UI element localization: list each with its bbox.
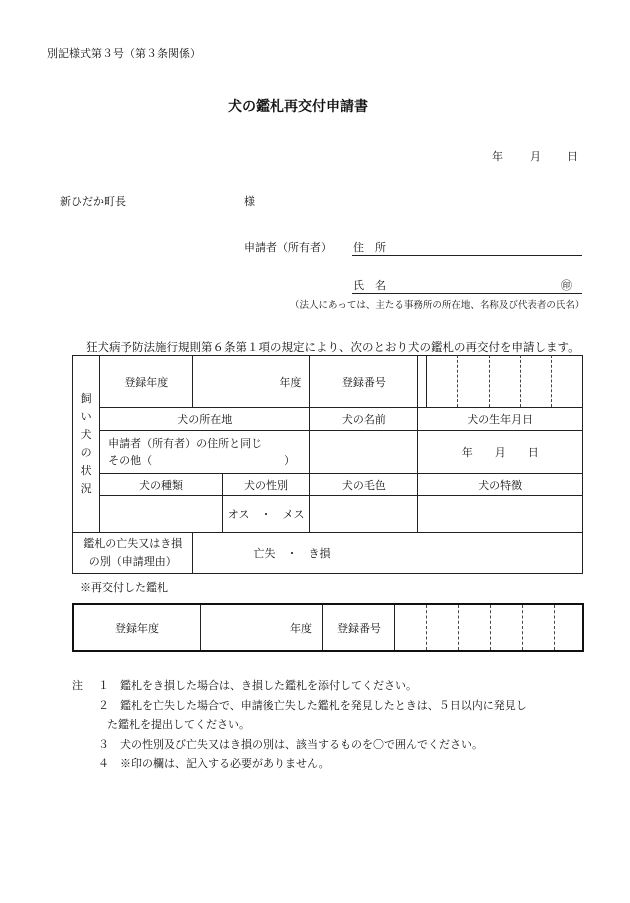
note-2a: 鑑札を亡失した場合で、申請後亡失した鑑札を発見したときは、５日以内に発見し xyxy=(120,699,527,712)
features-label: 犬の特徴 xyxy=(418,474,583,496)
dog-name-label: 犬の名前 xyxy=(310,408,418,431)
note-4-number: ４ xyxy=(98,757,109,770)
sex-options[interactable]: オス ・ メス xyxy=(222,496,310,533)
reissued-table xyxy=(72,603,584,652)
breed-label: 犬の種類 xyxy=(100,474,223,496)
location-field[interactable]: 申請者（所有者）の住所と同じ その他（ ） xyxy=(100,431,310,474)
date-month-label: 月 xyxy=(530,150,541,163)
applicant-label: 申請者（所有者） xyxy=(244,241,332,254)
reg-year-label: 登録年度 xyxy=(100,356,193,408)
birthdate-label: 犬の生年月日 xyxy=(418,408,583,431)
name-field[interactable] xyxy=(352,293,582,294)
reg-number-grid xyxy=(395,355,583,407)
color-field[interactable] xyxy=(310,496,418,533)
note-3-number: ３ xyxy=(98,738,109,751)
date-year-label: 年 xyxy=(492,150,503,163)
reissued-reg-number-label: 登録番号 xyxy=(324,605,395,650)
reissued-reg-year-field[interactable]: 年度 xyxy=(201,605,323,650)
notes-prefix: 注 xyxy=(72,679,83,692)
reason-label: 鑑札の亡失又はき損 の別（申請理由） xyxy=(73,533,193,574)
seal-mark: ㊞ xyxy=(561,279,572,292)
reason-options[interactable]: 亡失 ・ き損 xyxy=(193,533,583,574)
date-day-label: 日 xyxy=(567,150,578,163)
note-3: 犬の性別及び亡失又はき損の別は、該当するものを〇で囲んでください。 xyxy=(120,738,483,751)
side-label: 飼 い 犬 の 状 況 xyxy=(73,356,100,533)
note-1: 鑑札をき損した場合は、き損した鑑札を添付してください。 xyxy=(120,679,417,692)
breed-field[interactable] xyxy=(100,496,223,533)
intro-text: 狂犬病予防法施行規則第６条第１項の規定により、次のとおり犬の鑑札の再交付を申請します。 xyxy=(86,340,580,354)
address-label: 住 所 xyxy=(353,241,386,254)
honorific: 様 xyxy=(244,195,255,208)
form-number: 別記様式第３号（第３条関係） xyxy=(47,47,201,60)
note-2b: た鑑札を提出してください。 xyxy=(107,718,250,731)
reg-number-label: 登録番号 xyxy=(310,356,418,408)
page-title: 犬の鑑札再交付申請書 xyxy=(228,99,368,115)
features-field[interactable] xyxy=(418,496,583,533)
color-label: 犬の毛色 xyxy=(310,474,418,496)
note-1-number: １ xyxy=(98,679,109,692)
birthdate-field[interactable]: 年 月 日 xyxy=(418,431,583,474)
name-label: 氏 名 xyxy=(353,279,386,292)
reg-year-field[interactable]: 年度 xyxy=(193,356,310,408)
recipient: 新ひだか町長 xyxy=(60,195,126,208)
reissued-label: ※再交付した鑑札 xyxy=(80,581,168,594)
reissued-reg-year-label: 登録年度 xyxy=(74,605,201,650)
note-2-number: ２ xyxy=(98,699,109,712)
dog-name-field[interactable] xyxy=(310,431,418,474)
address-field[interactable] xyxy=(352,255,582,256)
sex-label: 犬の性別 xyxy=(222,474,310,496)
corporate-note: （法人にあっては、主たる事務所の所在地、名称及び代表者の氏名） xyxy=(290,300,585,311)
note-4: ※印の欄は、記入する必要がありません。 xyxy=(120,757,330,770)
location-label: 犬の所在地 xyxy=(100,408,310,431)
